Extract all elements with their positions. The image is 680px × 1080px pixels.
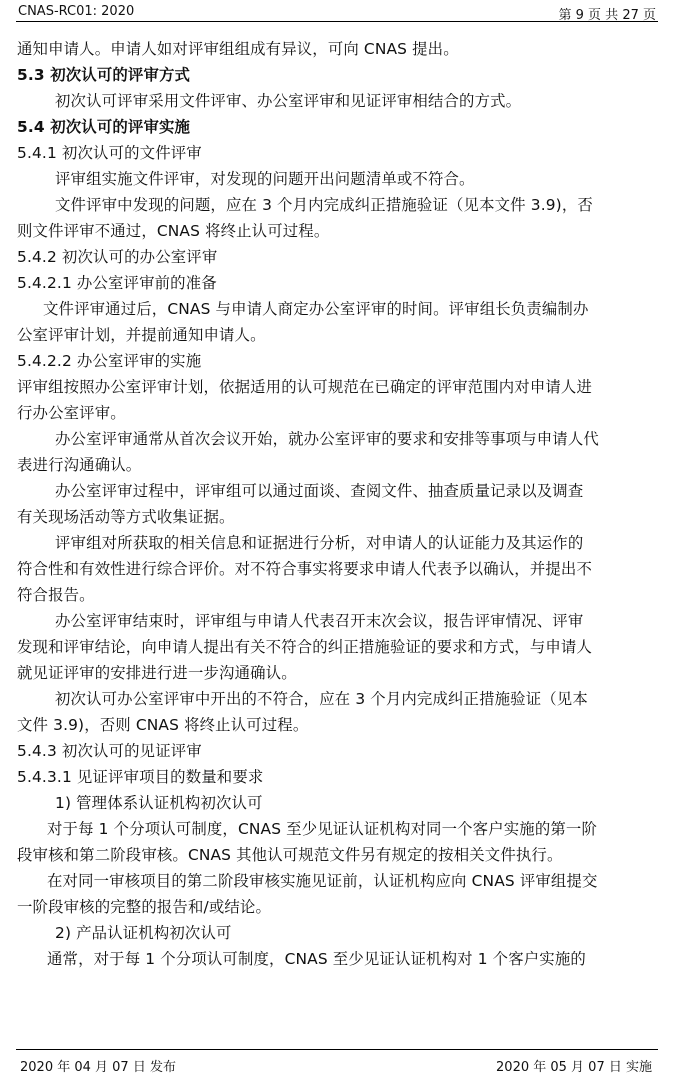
text-line: 5.4.2.1 办公室评审前的准备 — [17, 274, 217, 292]
text-line: 2) 产品认证机构初次认可 — [55, 924, 232, 942]
text-line: 初次认可办公室评审中开出的不符合，应在 3 个月内完成纠正措施验证（见本 — [55, 690, 588, 708]
document-body — [17, 36, 655, 972]
page-header — [16, 3, 658, 22]
text-line: 有关现场活动等方式收集证据。 — [17, 508, 235, 526]
text-line: 评审组对所获取的相关信息和证据进行分析，对申请人的认证能力及其运作的 — [55, 534, 584, 552]
text-line: 一阶段审核的完整的报告和/或结论。 — [17, 898, 271, 916]
text-line: 行办公室评审。 — [17, 404, 126, 422]
text-line: 初次认可评审采用文件评审、办公室评审和见证评审相结合的方式。 — [55, 92, 522, 110]
text-line: 通常，对于每 1 个分项认可制度，CNAS 至少见证认证机构对 1 个客户实施的 — [47, 950, 586, 968]
text-line: 5.4.3.1 见证评审项目的数量和要求 — [17, 768, 264, 786]
text-line: 1) 管理体系认证机构初次认可 — [55, 794, 263, 812]
text-line: 办公室评审过程中，评审组可以通过面谈、查阅文件、抽查质量记录以及调查 — [55, 482, 584, 500]
text-line: 段审核和第二阶段审核。CNAS 其他认可规范文件另有规定的按相关文件执行。 — [17, 846, 563, 864]
effective-date: 2020 年 05 月 07 日 实施 — [496, 1060, 652, 1075]
page-footer — [16, 1049, 658, 1076]
text-line: 文件评审通过后，CNAS 与申请人商定办公室评审的时间。评审组长负责编制办 — [43, 300, 589, 318]
text-line: 对于每 1 个分项认可制度，CNAS 至少见证认证机构对同一个客户实施的第一阶 — [47, 820, 597, 838]
text-line: 通知申请人。申请人如对评审组组成有异议，可向 CNAS 提出。 — [17, 40, 459, 58]
text-line: 评审组按照办公室评审计划，依据适用的认可规范在已确定的评审范围内对申请人进 — [17, 378, 593, 396]
document-id: CNAS-RC01: 2020 — [18, 4, 135, 19]
text-line: 公室评审计划，并提前通知申请人。 — [17, 326, 266, 344]
text-line: 在对同一审核项目的第二阶段审核实施见证前，认证机构应向 CNAS 评审组提交 — [47, 872, 598, 890]
text-line: 符合性和有效性进行综合评价。对不符合事实将要求申请人代表予以确认，并提出不 — [17, 560, 593, 578]
text-line: 则文件评审不通过，CNAS 将终止认可过程。 — [17, 222, 330, 240]
text-line: 5.4.2 初次认可的办公室评审 — [17, 248, 218, 266]
text-line: 办公室评审结束时，评审组与申请人代表召开末次会议，报告评审情况、评审 — [55, 612, 584, 630]
text-line: 文件 3.9)，否则 CNAS 将终止认可过程。 — [17, 716, 309, 734]
page-number: 第 9 页 共 27 页 — [558, 8, 656, 23]
text-line: 办公室评审通常从首次会议开始，就办公室评审的要求和安排等事项与申请人代 — [55, 430, 599, 448]
text-line: 5.4.3 初次认可的见证评审 — [17, 742, 202, 760]
text-line: 评审组实施文件评审，对发现的问题开出问题清单或不符合。 — [55, 170, 475, 188]
section-heading: 5.3 初次认可的评审方式 — [17, 66, 191, 84]
section-heading: 5.4 初次认可的评审实施 — [17, 118, 191, 136]
text-line: 5.4.1 初次认可的文件评审 — [17, 144, 202, 162]
text-line: 文件评审中发现的问题，应在 3 个月内完成纠正措施验证（见本文件 3.9)，否 — [55, 196, 593, 214]
text-line: 符合报告。 — [17, 586, 95, 604]
issue-date: 2020 年 04 月 07 日 发布 — [20, 1060, 176, 1075]
text-line: 5.4.2.2 办公室评审的实施 — [17, 352, 202, 370]
text-line: 表进行沟通确认。 — [17, 456, 142, 474]
text-line: 发现和评审结论，向申请人提出有关不符合的纠正措施验证的要求和方式，与申请人 — [17, 638, 593, 656]
text-line: 就见证评审的安排进行进一步沟通确认。 — [17, 664, 297, 682]
